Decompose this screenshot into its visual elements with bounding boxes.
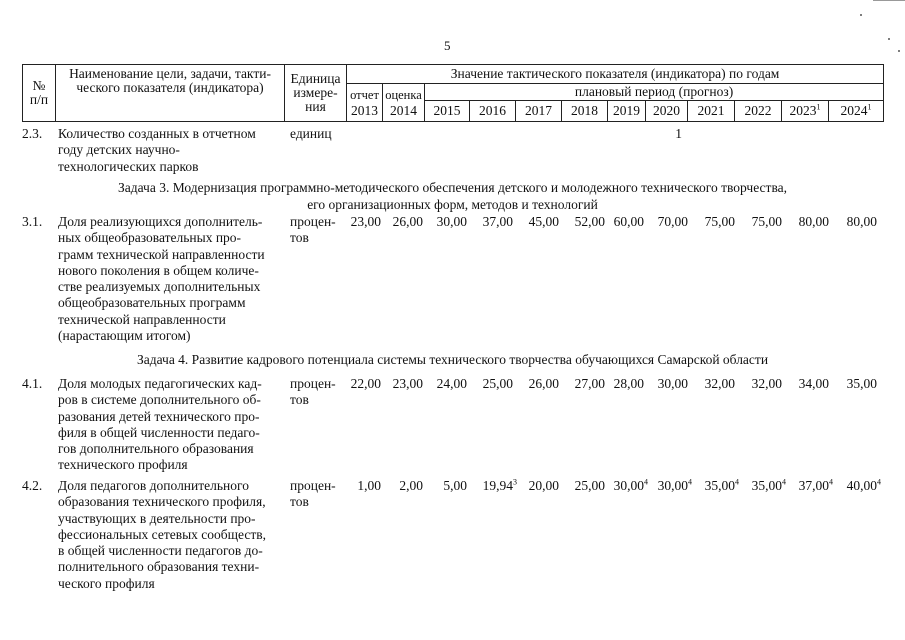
row-number: 2.3. xyxy=(22,126,43,141)
indicator-value: 26,00 xyxy=(392,214,423,229)
indicator-value: 23,00 xyxy=(392,376,423,391)
scan-speck xyxy=(860,14,862,16)
indicator-value: 20,00 xyxy=(528,478,559,493)
table-header xyxy=(22,64,884,122)
header-estimate: оценка 2014 xyxy=(383,84,425,122)
indicator-value: 30,00$^4$ xyxy=(613,477,648,493)
indicator-name: Доля реализующихся дополнитель- ных общеобразовательных про- грамм технической направленности нового поколения в общем количе- стве реализуемых дополнительных общеобразовательных программ технической направленности (нарастающим итогом) xyxy=(58,214,265,344)
header-report: отчет 2013 xyxy=(347,84,383,122)
indicator-value: 70,00 xyxy=(657,214,688,229)
footnote-mark: 4 xyxy=(877,477,881,487)
header-name: Наименование цели, задачи, такти- ческого показателя (индикатора) xyxy=(56,65,285,122)
header-year: 2024$^1$ xyxy=(829,101,884,122)
row-number: 4.2. xyxy=(22,478,43,493)
indicator-value: 35,00 xyxy=(846,376,877,391)
footnote-mark: 3 xyxy=(513,477,517,487)
indicator-value: 37,00 xyxy=(482,214,513,229)
indicator-value: 19,94$^3$ xyxy=(482,477,517,493)
header-year: 2018 xyxy=(562,101,608,122)
indicator-name: Доля молодых педагогических кад- ров в системе дополнительного об- разования детей технического про- филя в общей численности педаго- гов дополнительного образования технического профиля xyxy=(58,376,262,473)
indicator-value: 28,00 xyxy=(613,376,644,391)
footnote-mark: 1 xyxy=(816,102,821,112)
header-year: 2023$^1$ xyxy=(782,101,829,122)
indicator-value: 30,00 xyxy=(657,376,688,391)
indicator-value: 37,00$^4$ xyxy=(798,477,833,493)
page-number: 5 xyxy=(444,38,451,53)
task-heading: Задача 3. Модернизация программно-методического обеспечения детского и молодежного технического творчества, его организационных форм, методов и технологий xyxy=(117,180,788,212)
footnote-mark: 4 xyxy=(782,477,786,487)
indicator-value: 45,00 xyxy=(528,214,559,229)
indicator-unit: процен- тов xyxy=(290,214,336,246)
indicator-value: 25,00 xyxy=(574,478,605,493)
indicator-value: 24,00 xyxy=(436,376,467,391)
indicator-value: 35,00$^4$ xyxy=(704,477,739,493)
header-plan: плановый период (прогноз) xyxy=(425,84,884,101)
header-year: 2017 xyxy=(516,101,562,122)
scan-speck xyxy=(888,38,890,40)
task-heading: Задача 4. Развитие кадрового потенциала системы технического творчества обучающихся Самарской области xyxy=(136,352,769,367)
indicator-value: 5,00 xyxy=(443,478,467,493)
row-number: 3.1. xyxy=(22,214,43,229)
indicator-unit: процен- тов xyxy=(290,376,336,408)
footnote-mark: 1 xyxy=(867,102,872,112)
indicator-name: Количество созданных в отчетном году детских научно- технологических парков xyxy=(58,126,256,174)
indicator-value: 75,00 xyxy=(751,214,782,229)
footnote-mark: 4 xyxy=(688,477,692,487)
header-year: 2016 xyxy=(470,101,516,122)
indicator-value: 80,00 xyxy=(846,214,877,229)
indicator-value: 60,00 xyxy=(613,214,644,229)
indicator-name: Доля педагогов дополнительного образования технического профиля, участвующих в деятельности про- фессиональных сетевых сообществ, в общей численности педагогов до- полнительного образования техни- ческого профиля xyxy=(58,478,267,591)
indicator-value: 40,00$^4$ xyxy=(846,477,881,493)
header-year: 2020 xyxy=(646,101,688,122)
indicator-value: 52,00 xyxy=(574,214,605,229)
top-rule xyxy=(873,0,905,1)
indicator-value: 22,00 xyxy=(350,376,381,391)
header-year: 2015 xyxy=(425,101,470,122)
indicator-value: 23,00 xyxy=(350,214,381,229)
header-year: 2019 xyxy=(608,101,646,122)
footnote-mark: 4 xyxy=(735,477,739,487)
indicator-value: 27,00 xyxy=(574,376,605,391)
indicator-value: 32,00 xyxy=(704,376,735,391)
header-year: 2022 xyxy=(735,101,782,122)
indicator-unit: процен- тов xyxy=(290,478,336,510)
indicator-value: 30,00$^4$ xyxy=(657,477,692,493)
indicator-value: 26,00 xyxy=(528,376,559,391)
indicator-value: 25,00 xyxy=(482,376,513,391)
header-unit: Единица измере- ния xyxy=(285,65,347,122)
indicator-value: 32,00 xyxy=(751,376,782,391)
header-num: № п/п xyxy=(23,65,56,122)
indicator-value: 34,00 xyxy=(798,376,829,391)
row-number: 4.1. xyxy=(22,376,43,391)
indicator-value: 1,00 xyxy=(357,478,381,493)
scan-speck xyxy=(898,50,900,52)
indicator-value: 1 xyxy=(675,126,682,141)
footnote-mark: 4 xyxy=(829,477,833,487)
indicator-value: 75,00 xyxy=(704,214,735,229)
indicator-value: 80,00 xyxy=(798,214,829,229)
indicator-value: 2,00 xyxy=(399,478,423,493)
header-values-title: Значение тактического показателя (индикатора) по годам xyxy=(347,65,884,84)
indicator-unit: единиц xyxy=(290,126,332,141)
indicator-value: 35,00$^4$ xyxy=(751,477,786,493)
header-year: 2021 xyxy=(688,101,735,122)
footnote-mark: 4 xyxy=(644,477,648,487)
indicator-value: 30,00 xyxy=(436,214,467,229)
